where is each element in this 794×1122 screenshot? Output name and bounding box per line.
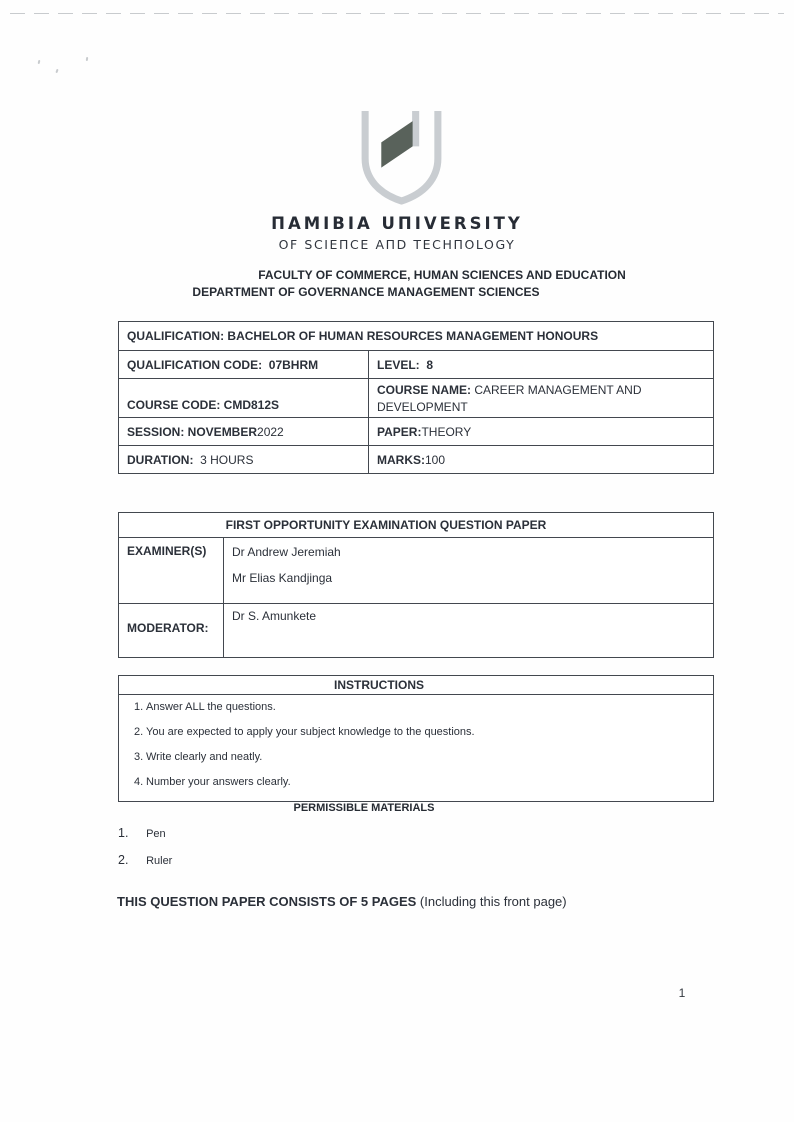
instruction-text: Answer ALL the questions. — [146, 701, 276, 713]
table-row-qualification — [119, 322, 713, 351]
shield-outline — [365, 111, 438, 201]
instruction-number: 2. — [134, 726, 144, 738]
duration-cell — [119, 446, 369, 473]
paper-value: THEORY — [421, 424, 472, 439]
duration-value: 3 HOURS — [193, 452, 254, 467]
material-item — [118, 826, 166, 840]
instruction-item — [119, 700, 713, 725]
moderator-name: Dr S. Amunkete — [232, 609, 317, 623]
material-number: 1. — [118, 826, 129, 840]
scan-artifact-speckle — [86, 57, 89, 61]
permissible-materials-title: PERMISSIBLE MATERIALS — [293, 802, 435, 814]
table-row-course — [119, 379, 713, 418]
instruction-number: 4. — [134, 776, 144, 788]
instructions-title: INSTRUCTIONS — [334, 678, 424, 692]
paper-label: PAPER: — [377, 424, 422, 439]
marks-cell — [369, 446, 713, 473]
qualification-text: QUALIFICATION: BACHELOR OF HUMAN RESOURCES MANAGEMENT HONOURS — [127, 329, 599, 343]
table-row-duration — [119, 446, 713, 473]
instructions-title-row — [119, 676, 713, 695]
marks-label: MARKS: — [377, 452, 425, 467]
instruction-number: 3. — [134, 751, 144, 763]
session-cell — [119, 418, 369, 445]
university-shield-logo — [357, 108, 446, 205]
paper-cell — [369, 418, 713, 445]
material-text: Pen — [146, 828, 166, 840]
material-number: 2. — [118, 853, 129, 867]
scan-artifact-top-line — [10, 13, 784, 14]
instruction-number: 1. — [134, 701, 144, 713]
material-item — [118, 853, 172, 867]
university-wordmark: ΠAMIBIA UΠIVERSITY — [271, 214, 523, 233]
instruction-text: You are expected to apply your subject knowledge to the questions. — [146, 726, 475, 738]
session-value: 2022 — [257, 424, 284, 439]
level-cell — [369, 351, 713, 378]
instruction-text: Write clearly and neatly. — [146, 751, 263, 763]
course-name-label: COURSE NAME: — [377, 383, 472, 397]
course-code-cell — [119, 379, 369, 417]
material-text: Ruler — [146, 855, 173, 867]
instructions-box — [118, 675, 714, 802]
department-heading: DEPARTMENT OF GOVERNANCE MANAGEMENT SCIENCES — [192, 285, 540, 299]
qualification-code-cell — [119, 351, 369, 378]
page-count-bold: THIS QUESTION PAPER CONSISTS OF 5 PAGES — [117, 894, 417, 909]
table-row-session — [119, 418, 713, 446]
exam-paper-title-row — [119, 513, 713, 538]
session-label: SESSION: NOVEMBER — [127, 424, 258, 439]
faculty-heading: FACULTY OF COMMERCE, HUMAN SCIENCES AND EDUCATION — [258, 268, 626, 282]
moderator-row — [119, 604, 713, 657]
examiners-table — [118, 512, 714, 658]
examiners-row — [119, 538, 713, 604]
page-count-statement — [117, 894, 567, 909]
duration-label: DURATION: — [127, 452, 194, 467]
scan-artifact-speckle — [38, 60, 41, 64]
scan-artifact-speckle — [55, 69, 58, 73]
course-info-table — [118, 321, 714, 474]
instruction-item — [119, 775, 713, 800]
marks-value: 100 — [425, 452, 446, 467]
instruction-item — [119, 750, 713, 775]
instruction-item — [119, 725, 713, 750]
table-row-qualification-code — [119, 351, 713, 379]
course-name-cell — [369, 379, 713, 417]
examiners-names — [224, 538, 713, 603]
examiner-name: Mr Elias Kandjinga — [232, 571, 333, 585]
exam-paper-title: FIRST OPPORTUNITY EXAMINATION QUESTION PAPER — [225, 518, 547, 532]
examiners-label: EXAMINER(S) — [119, 538, 224, 603]
instructions-list — [119, 695, 713, 801]
moderator-label: MODERATOR: — [119, 604, 224, 657]
university-wordmark-subline: OF SCIEΠCE AΠD TECHΠOLOGY — [278, 237, 516, 252]
level-text: LEVEL: 8 — [377, 357, 434, 372]
qualification-code-text: QUALIFICATION CODE: 07BHRM — [127, 357, 319, 372]
course-code-text: COURSE CODE: CMD812S — [127, 398, 280, 412]
qualification-cell — [119, 322, 713, 350]
examiner-name: Dr Andrew Jeremiah — [232, 545, 341, 559]
page-number: 1 — [678, 986, 686, 1000]
page-count-note: (Including this front page) — [416, 894, 567, 909]
shield-parallelogram-mark — [381, 121, 412, 167]
instruction-text: Number your answers clearly. — [146, 776, 291, 788]
course-name-value: CAREER MANAGEMENT AND DEVELOPMENT — [377, 383, 642, 414]
